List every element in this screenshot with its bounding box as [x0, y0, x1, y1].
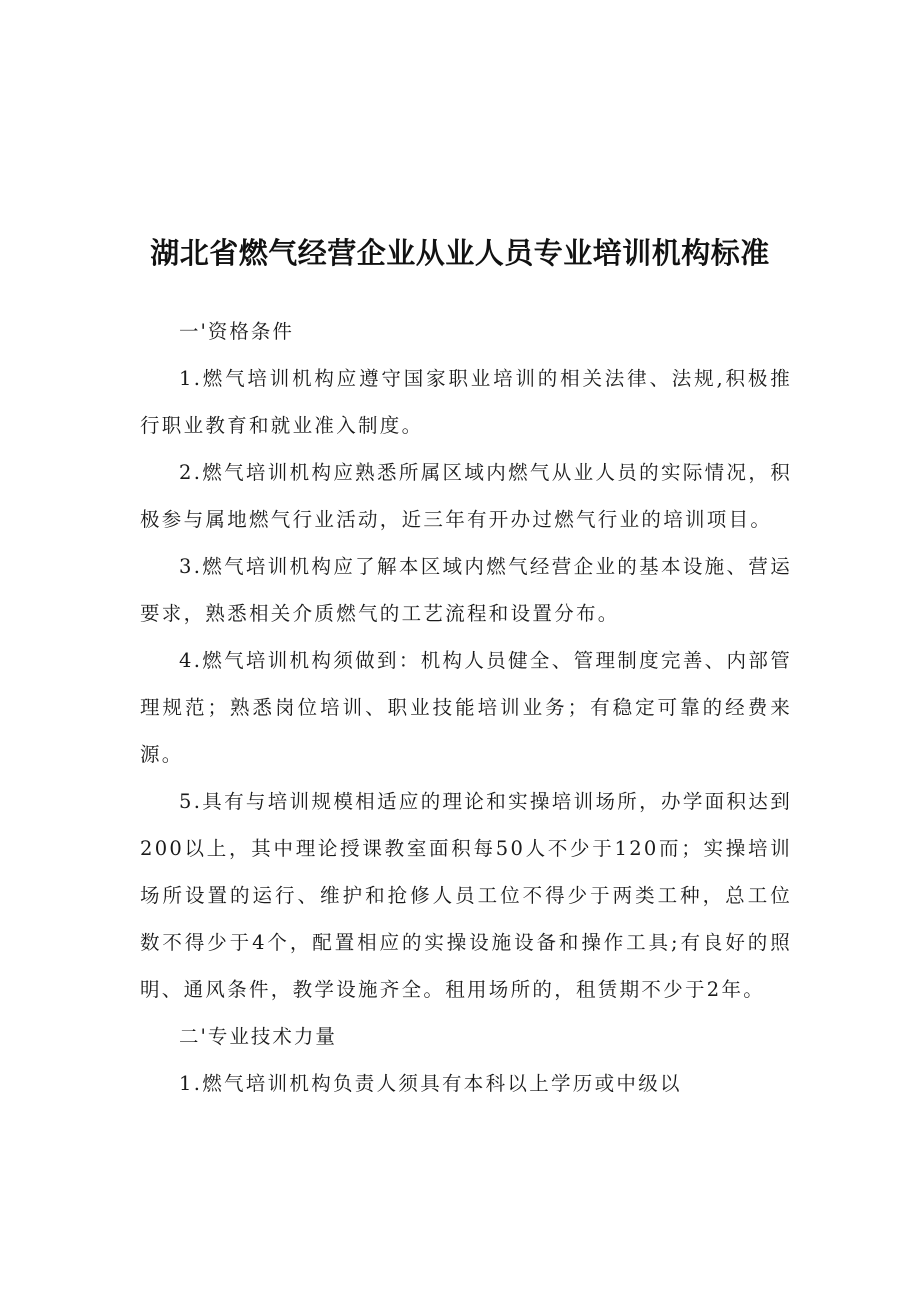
paragraph: 2.燃气培训机构应熟悉所属区域内燃气从业人员的实际情况，积极参与属地燃气行业活动，近三年有开办过燃气行业的培训项目。: [140, 461, 792, 531]
paragraph: 1.燃气培训机构应遵守国家职业培训的相关法律、法规,积极推行职业教育和就业准入制度。: [140, 367, 792, 437]
paragraph: 5.具有与培训规模相适应的理论和实操培训场所，办学面积达到200以上，其中理论授课教室面积每50人不少于120而；实操培训场所设置的运行、维护和抢修人员工位不得少于两类工种，总工位数不得少于4个，配置相应的实操设施设备和操作工具;有良好的照明、通风条件，教学设施齐全。租用场所的，租赁期不少于2年。: [140, 790, 792, 1001]
paragraph: 3.燃气培训机构应了解本区域内燃气经营企业的基本设施、营运要求，熟悉相关介质燃气的工艺流程和设置分布。: [140, 555, 792, 625]
section-heading: 二'专业技术力量: [179, 1025, 337, 1048]
document-title: 湖北省燃气经营企业从业人员专业培训机构标准: [150, 236, 770, 271]
paragraph: 4.燃气培训机构须做到：机构人员健全、管理制度完善、内部管理规范；熟悉岗位培训、职业技能培训业务；有稳定可靠的经费来源。: [140, 649, 792, 766]
section-heading: 一'资格条件: [179, 320, 294, 343]
document-body: [140, 308, 792, 1107]
paragraph: 1.燃气培训机构负责人须具有本科以上学历或中级以: [179, 1072, 682, 1095]
